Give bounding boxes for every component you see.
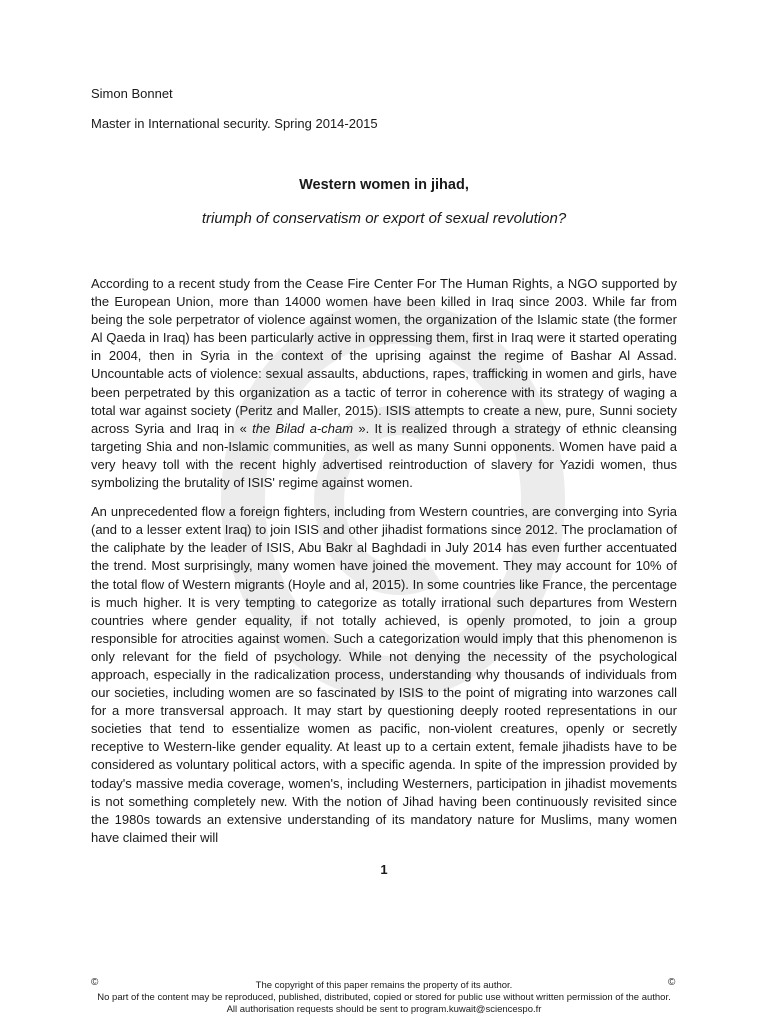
paragraph-1-text-b: ». It is realized through a strategy of ethnic cleansing targeting Shia and non-Islamic communities, as well as many Sunni opponents. Women have paid a very heavy toll with the recent highly advertised reintroduction of slavery for Yazidi women, thus symbolizing the brutality of ISIS' regime against women. (91, 420, 677, 491)
copyright-mark-right: © (668, 977, 676, 988)
footer-line-3: All authorisation requests should be sent to program.kuwait@sciencespo.fr (226, 1004, 542, 1015)
footer-line-2: No part of the content may be reproduced, published, distributed, copied or stored for public use without written permission of the author. (97, 992, 671, 1003)
paragraph-1-text-a: According to a recent study from the Cease Fire Center For The Human Rights, a NGO supported by the European Union, more than 14000 women have been killed in Iraq since 2003. While far from being the sole perpetrator of violence against women, the organization of the Islamic state (the former Al Qaeda in Iraq) has been particularly active in oppressing them, first in Iraq were it started operating in 2004, then in Syria in the context of the uprising against the regime of Bashar Al Assad. Uncountable acts of violence: sexual assaults, abductions, rapes, trafficking in women and girls, have been perpetrated by this organization as a tactic of terror in coherence with its strategy of waging a total war against society (Peritz and Maller, 2015). ISIS attempts to create a new, pure, Sunni society across Syria and Iraq in « (91, 276, 677, 436)
copyright-footer (0, 980, 768, 1016)
paragraph-1-italic: the Bilad a-cham (252, 420, 354, 436)
body-text (91, 275, 677, 858)
copyright-mark-left: © (91, 977, 99, 988)
paper-title: Western women in jihad, (299, 177, 469, 193)
program-line: Master in International security. Spring 2014-2015 (91, 116, 378, 131)
paragraph-2: An unprecedented flow a foreign fighters, including from Western countries, are converging into Syria (and to a lesser extent Iraq) to join ISIS and other jihadist formations since 2012. The proclamation of the caliphate by the leader of ISIS, Abu Bakr al Baghdadi in July 2014 has even further accentuated the trend. Most surprisingly, many women have joined the movement. They may account for 10% of the total flow of Western migrants (Hoyle and al, 2015). In some countries like France, the percentage is much higher. It is very tempting to categorize as totally irrational such departures from Western countries where gender equality, if not totally achieved, is openly promoted, to join a group responsible for atrocities against women. Such a categorization would imply that this phenomenon is only relevant for the field of psychology. While not denying the necessity of the psychological approach, especially in the radicalization process, understanding why thousands of individuals from our societies, including women are so fascinated by ISIS to the point of migrating into warzones call for a more transversal approach. It may start by questioning deeply rooted representations in our societies that tend to essentialize women as pacific, non-violent creatures, openly or secretly receptive to Western-like gender equality. At least up to a certain extent, female jihadists have to be considered as voluntary political actors, with a specific agenda. In spite of the impression provided by today's massive media coverage, women's, including Westerners, participation in jihadist movements is not something completely new. With the notion of Jihad having been continuously revisited since the 1980s towards an extensive understanding of its mandatory nature for Muslims, many women have claimed their will (91, 504, 677, 845)
footer-line-1: The copyright of this paper remains the property of its author. (255, 980, 513, 991)
paper-subtitle: triumph of conservatism or export of sexual revolution? (201, 210, 567, 227)
page-number: 1 (380, 862, 388, 877)
paragraph-1 (91, 275, 677, 492)
author-name: Simon Bonnet (91, 86, 173, 101)
